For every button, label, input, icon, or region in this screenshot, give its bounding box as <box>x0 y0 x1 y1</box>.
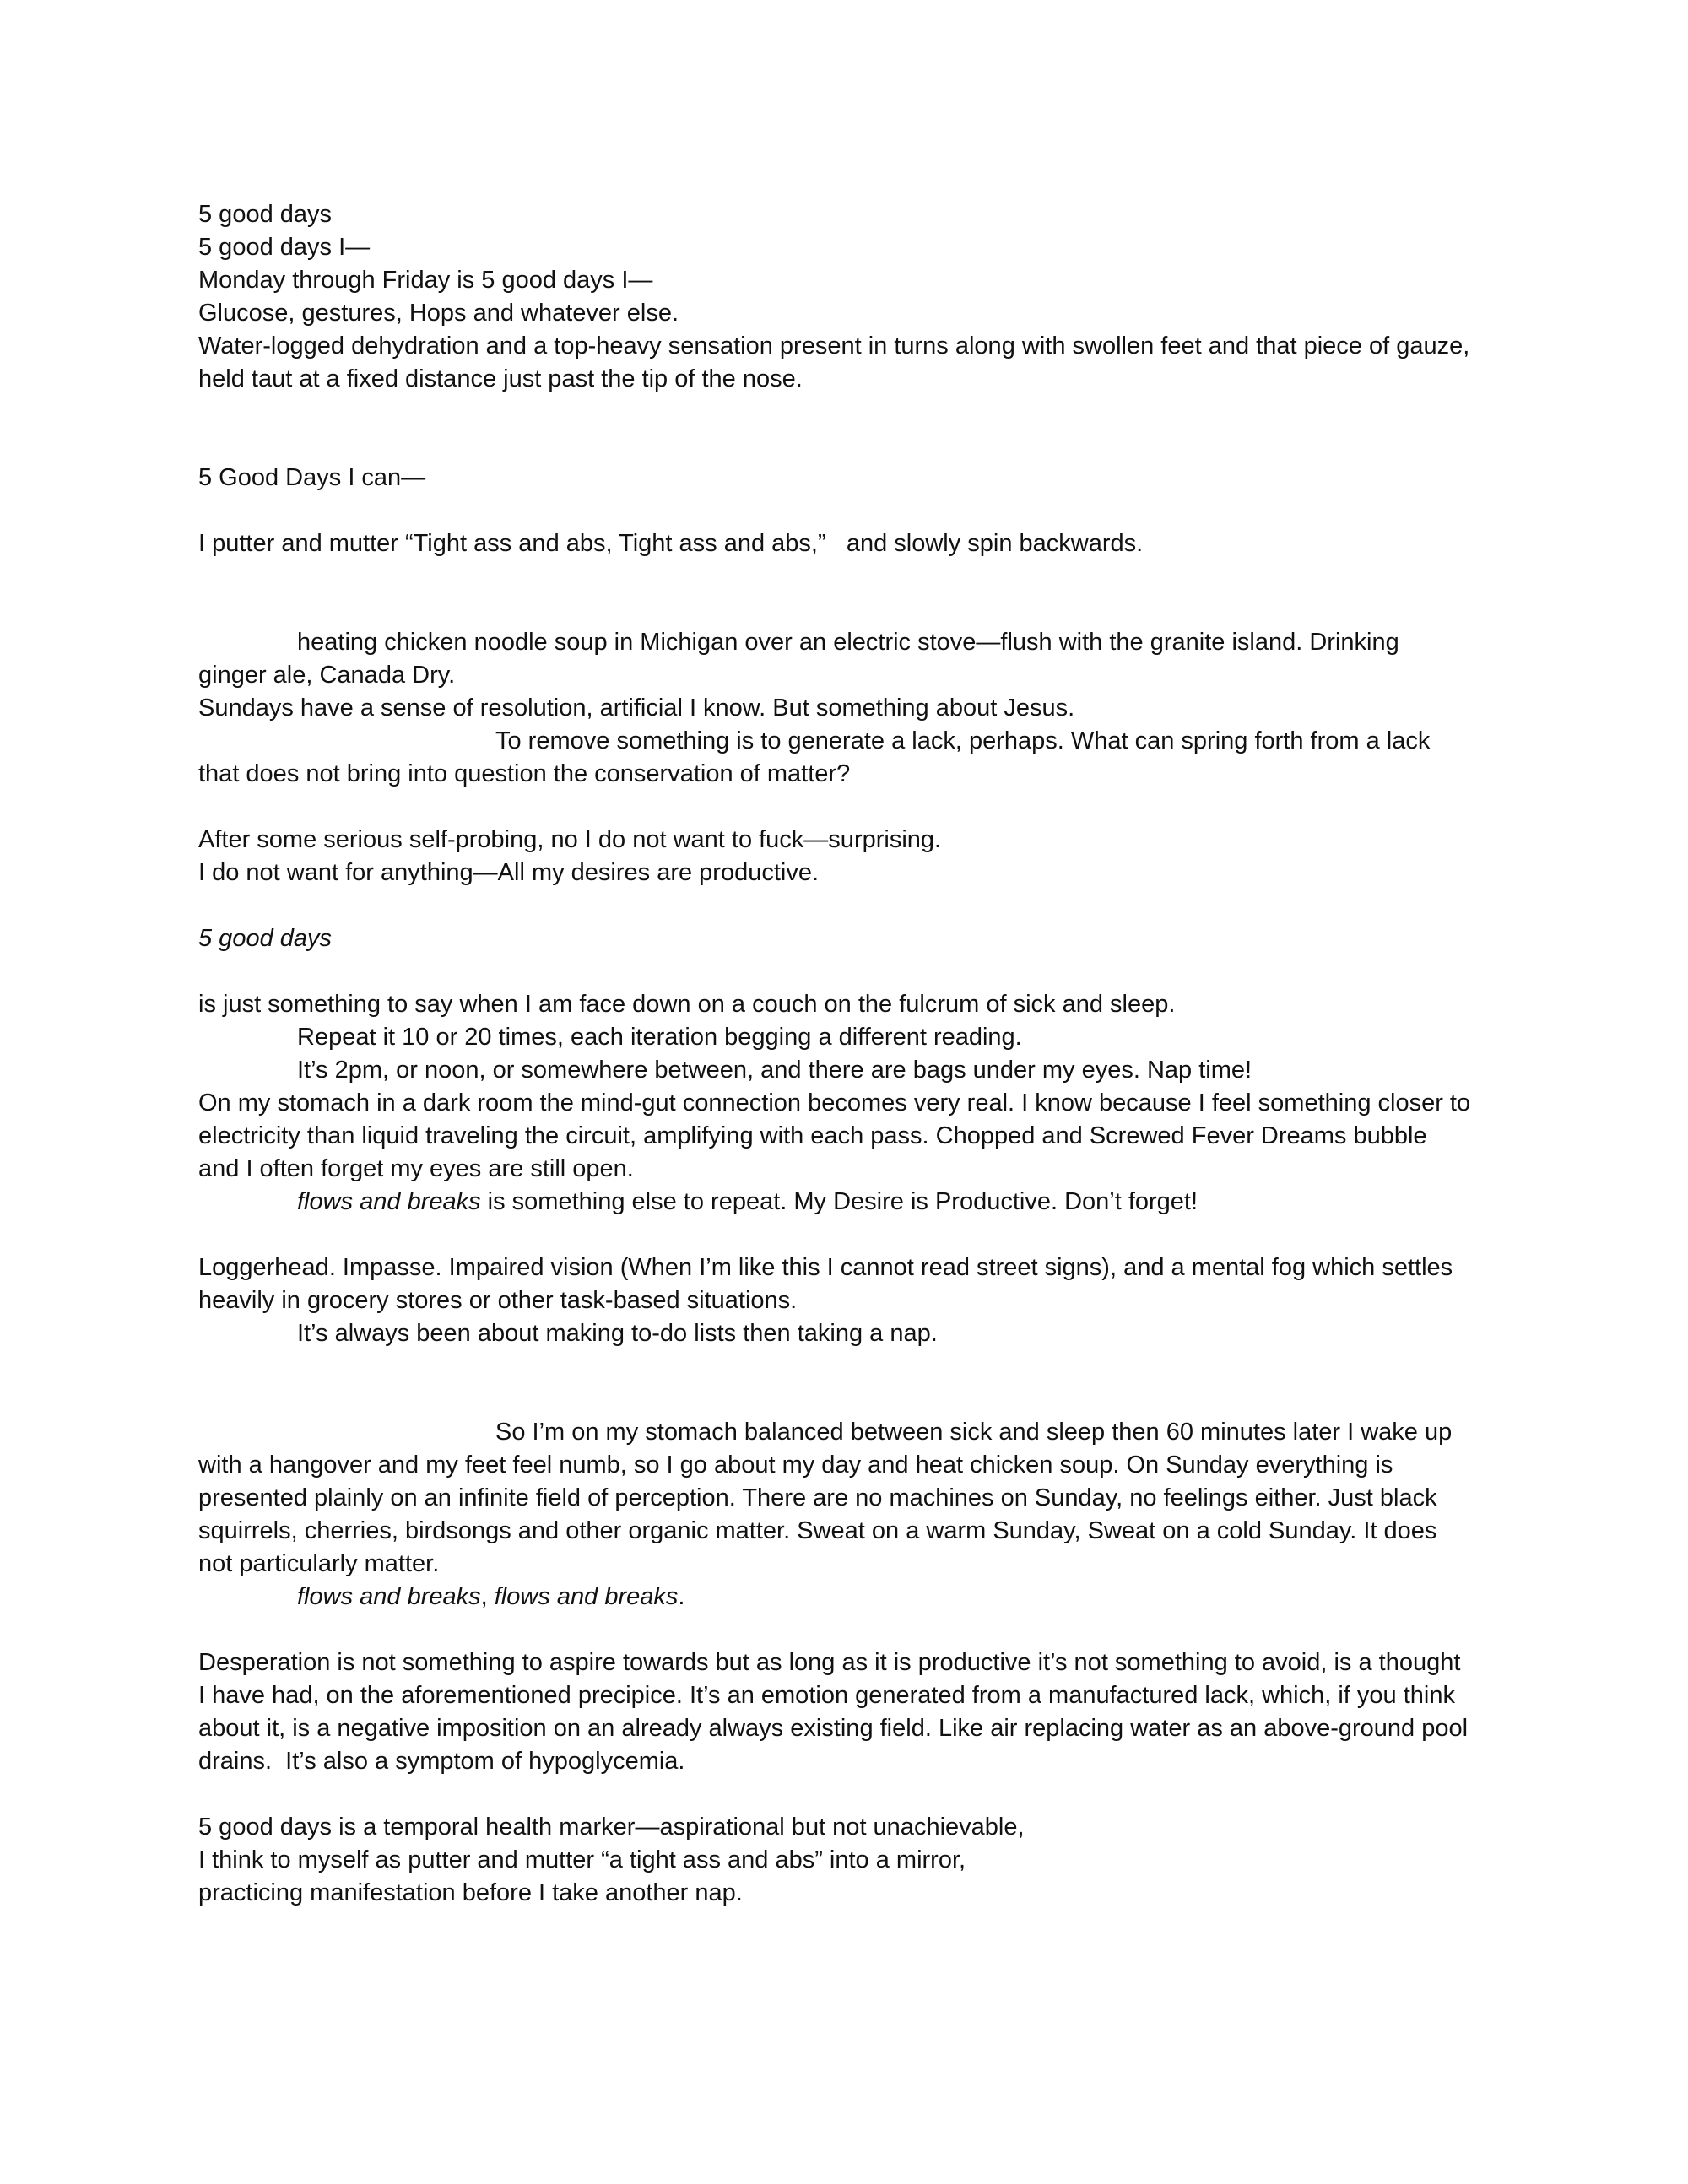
italic-phrase: flows and breaks <box>297 1188 481 1215</box>
text-line: I putter and mutter “Tight ass and abs, Tight ass and abs,” and slowly spin backwards. <box>198 530 1144 557</box>
text-line: heavily in grocery stores or other task-based situations. <box>198 1287 798 1314</box>
text-line: Sundays have a sense of resolution, artificial I know. But something about Jesus. <box>198 695 1075 722</box>
text-line: On my stomach in a dark room the mind-gut connection becomes very real. I know because I feel something closer to <box>198 1089 1471 1116</box>
text-line: drains. It’s also a symptom of hypoglycemia. <box>198 1748 685 1775</box>
text-line <box>297 1185 1198 1219</box>
text-line: Water-logged dehydration and a top-heavy sensation present in turns along with swollen feet and that piece of gauze, <box>198 332 1470 359</box>
text-span: . <box>678 1583 685 1610</box>
text-line: Monday through Friday is 5 good days I— <box>198 267 653 294</box>
text-line: 5 Good Days I can— <box>198 464 426 491</box>
text-line: 5 good days <box>198 201 333 228</box>
text-line: I have had, on the aforementioned precipice. It’s an emotion generated from a manufactured lack, which, if you think <box>198 1682 1455 1709</box>
text-span: , <box>480 1583 495 1610</box>
text-line: is just something to say when I am face down on a couch on the fulcrum of sick and sleep. <box>198 991 1176 1018</box>
text-line: heating chicken noodle soup in Michigan over an electric stove—flush with the granite island. Drinking <box>297 629 1399 656</box>
text-line: Repeat it 10 or 20 times, each iteration begging a different reading. <box>297 1024 1022 1051</box>
text-line: not particularly matter. <box>198 1550 440 1577</box>
text-line: presented plainly on an infinite field of perception. There are no machines on Sunday, no feelings either. Just black <box>198 1484 1437 1511</box>
text-line: To remove something is to generate a lack, perhaps. What can spring forth from a lack <box>495 727 1431 754</box>
text-line: It’s always been about making to-do lists then taking a nap. <box>297 1320 938 1347</box>
text-line: and I often forget my eyes are still open. <box>198 1155 634 1182</box>
italic-phrase: flows and breaks <box>297 1583 481 1610</box>
text-line: about it, is a negative imposition on an already always existing field. Like air replacing water as an above-ground pool <box>198 1715 1469 1742</box>
text-line: ginger ale, Canada Dry. <box>198 662 456 689</box>
text-line <box>297 1580 684 1614</box>
text-line: Loggerhead. Impasse. Impaired vision (When I’m like this I cannot read street signs), and a mental fog which settles <box>198 1254 1453 1281</box>
text-line: 5 good days <box>198 925 333 952</box>
text-line: that does not bring into question the conservation of matter? <box>198 760 851 787</box>
italic-phrase: flows and breaks <box>494 1583 679 1610</box>
text-line: 5 good days is a temporal health marker—aspirational but not unachievable, <box>198 1814 1025 1841</box>
text-line: Glucose, gestures, Hops and whatever else. <box>198 300 679 327</box>
text-line: held taut at a fixed distance just past the tip of the nose. <box>198 365 803 392</box>
text-line: I do not want for anything—All my desires are productive. <box>198 859 820 886</box>
text-span: is something else to repeat. My Desire is Productive. Don’t forget! <box>480 1188 1198 1215</box>
text-line: electricity than liquid traveling the circuit, amplifying with each pass. Chopped and Screwed Fever Dreams bubble <box>198 1122 1427 1149</box>
text-line: I think to myself as putter and mutter “a tight ass and abs” into a mirror, <box>198 1846 966 1873</box>
text-line: It’s 2pm, or noon, or somewhere between, and there are bags under my eyes. Nap time! <box>297 1057 1252 1084</box>
text-line: practicing manifestation before I take another nap. <box>198 1879 743 1906</box>
text-line: So I’m on my stomach balanced between sick and sleep then 60 minutes later I wake up <box>495 1419 1453 1446</box>
text-line: Desperation is not something to aspire towards but as long as it is productive it’s not something to avoid, is a thought <box>198 1649 1461 1676</box>
text-line: 5 good days I— <box>198 234 371 261</box>
text-line: squirrels, cherries, birdsongs and other organic matter. Sweat on a warm Sunday, Sweat on a cold Sunday. It does <box>198 1517 1437 1544</box>
text-line: After some serious self-probing, no I do not want to fuck—surprising. <box>198 826 942 853</box>
text-line: with a hangover and my feet feel numb, so I go about my day and heat chicken soup. On Sunday everything is <box>198 1451 1393 1479</box>
